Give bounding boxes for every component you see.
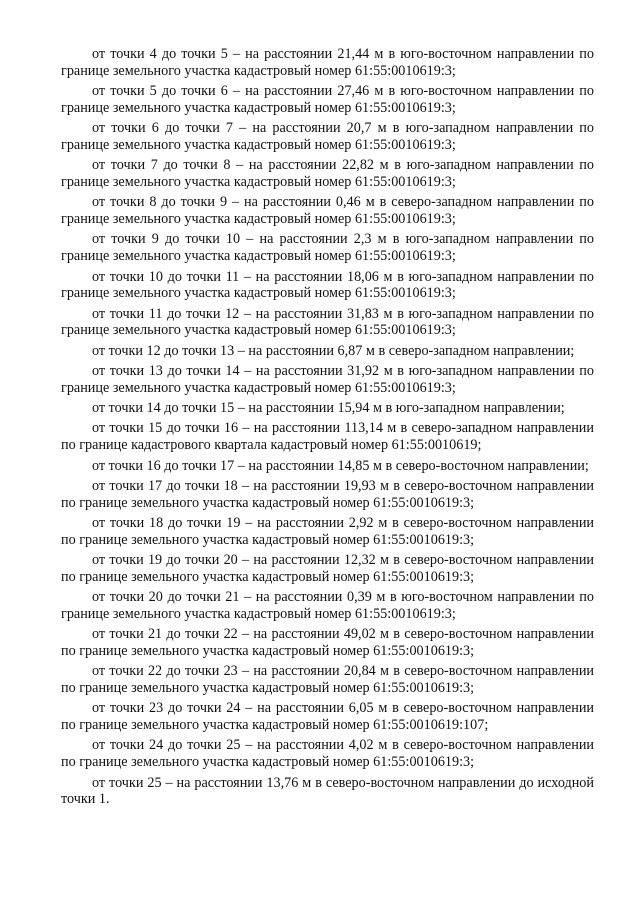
paragraph-point-13-14: от точки 13 до точки 14 – на расстоянии 31,92 м в юго-западном направлении по границе земельного участка кадастровый номер 61:55:0010619:3;	[61, 363, 594, 396]
paragraph-point-17-18: от точки 17 до точки 18 – на расстоянии 19,93 м в северо-восточном направлении по границе земельного участка кадастровый номер 61:55:0010619:3;	[61, 477, 594, 511]
paragraph-point-20-21: от точки 20 до точки 21 – на расстоянии 0,39 м в юго-восточном направлении по границе земельного участка кадастровый номер 61:55:0010619:3;	[61, 589, 594, 622]
paragraph-point-19-20: от точки 19 до точки 20 – на расстоянии 12,32 м в северо-восточном направлении по границе земельного участка кадастровый номер 61:55:0010619:3;	[61, 552, 594, 585]
paragraph-point-24-25: от точки 24 до точки 25 – на расстоянии 4,02 м в северо-восточном направлении по границе земельного участка кадастровый номер 61:55:0010619:3;	[61, 737, 594, 771]
document-page	[61, 46, 594, 812]
paragraph-point-12-13: от точки 12 до точки 13 – на расстоянии 6,87 м в северо-западном направлении;	[92, 342, 575, 359]
paragraph-point-21-22: от точки 21 до точки 22 – на расстоянии 49,02 м в северо-восточном направлении по границе земельного участка кадастровый номер 61:55:0010619:3;	[61, 626, 594, 659]
paragraph-point-25-1: от точки 25 – на расстоянии 13,76 м в северо-восточном направлении до исходной точки 1.	[61, 774, 594, 808]
paragraph-point-22-23: от точки 22 до точки 23 – на расстоянии 20,84 м в северо-восточном направлении по границе земельного участка кадастровый номер 61:55:0010619:3;	[61, 663, 594, 697]
paragraph-point-7-8: от точки 7 до точки 8 – на расстоянии 22,82 м в юго-западном направлении по границе земельного участка кадастровый номер 61:55:0010619:3;	[61, 157, 594, 191]
paragraph-point-8-9: от точки 8 до точки 9 – на расстоянии 0,46 м в северо-западном направлении по границе земельного участка кадастровый номер 61:55:0010619:3;	[61, 194, 594, 228]
paragraph-point-14-15: от точки 14 до точки 15 – на расстоянии 15,94 м в юго-западном направлении;	[92, 400, 565, 417]
paragraph-point-5-6: от точки 5 до точки 6 – на расстоянии 27,46 м в юго-восточном направлении по границе земельного участка кадастровый номер 61:55:0010619:3;	[61, 83, 594, 116]
paragraph-point-16-17: от точки 16 до точки 17 – на расстоянии 14,85 м в северо-восточном направлении;	[92, 457, 589, 474]
paragraph-point-15-16: от точки 15 до точки 16 – на расстоянии 113,14 м в северо-западном направлении по границе кадастрового квартала кадастровый номер 61:55:0010619;	[61, 420, 594, 454]
paragraph-point-18-19: от точки 18 до точки 19 – на расстоянии 2,92 м в северо-восточном направлении по границе земельного участка кадастровый номер 61:55:0010619:3;	[61, 514, 594, 548]
paragraph-point-6-7: от точки 6 до точки 7 – на расстоянии 20,7 м в юго-западном направлении по границе земельного участка кадастровый номер 61:55:0010619:3;	[61, 120, 594, 153]
paragraph-point-23-24: от точки 23 до точки 24 – на расстоянии 6,05 м в северо-восточном направлении по границе земельного участка кадастровый номер 61:55:0010619:107;	[61, 700, 594, 734]
paragraph-point-9-10: от точки 9 до точки 10 – на расстоянии 2,3 м в юго-западном направлении по границе земельного участка кадастровый номер 61:55:0010619:3;	[61, 231, 594, 265]
paragraph-point-11-12: от точки 11 до точки 12 – на расстоянии 31,83 м в юго-западном направлении по границе земельного участка кадастровый номер 61:55:0010619:3;	[61, 305, 594, 339]
paragraph-point-4-5: от точки 4 до точки 5 – на расстоянии 21,44 м в юго-восточном направлении по границе земельного участка кадастровый номер 61:55:0010619:3;	[61, 46, 594, 79]
paragraph-point-10-11: от точки 10 до точки 11 – на расстоянии 18,06 м в юго-западном направлении по границе земельного участка кадастровый номер 61:55:0010619:3;	[61, 268, 594, 302]
